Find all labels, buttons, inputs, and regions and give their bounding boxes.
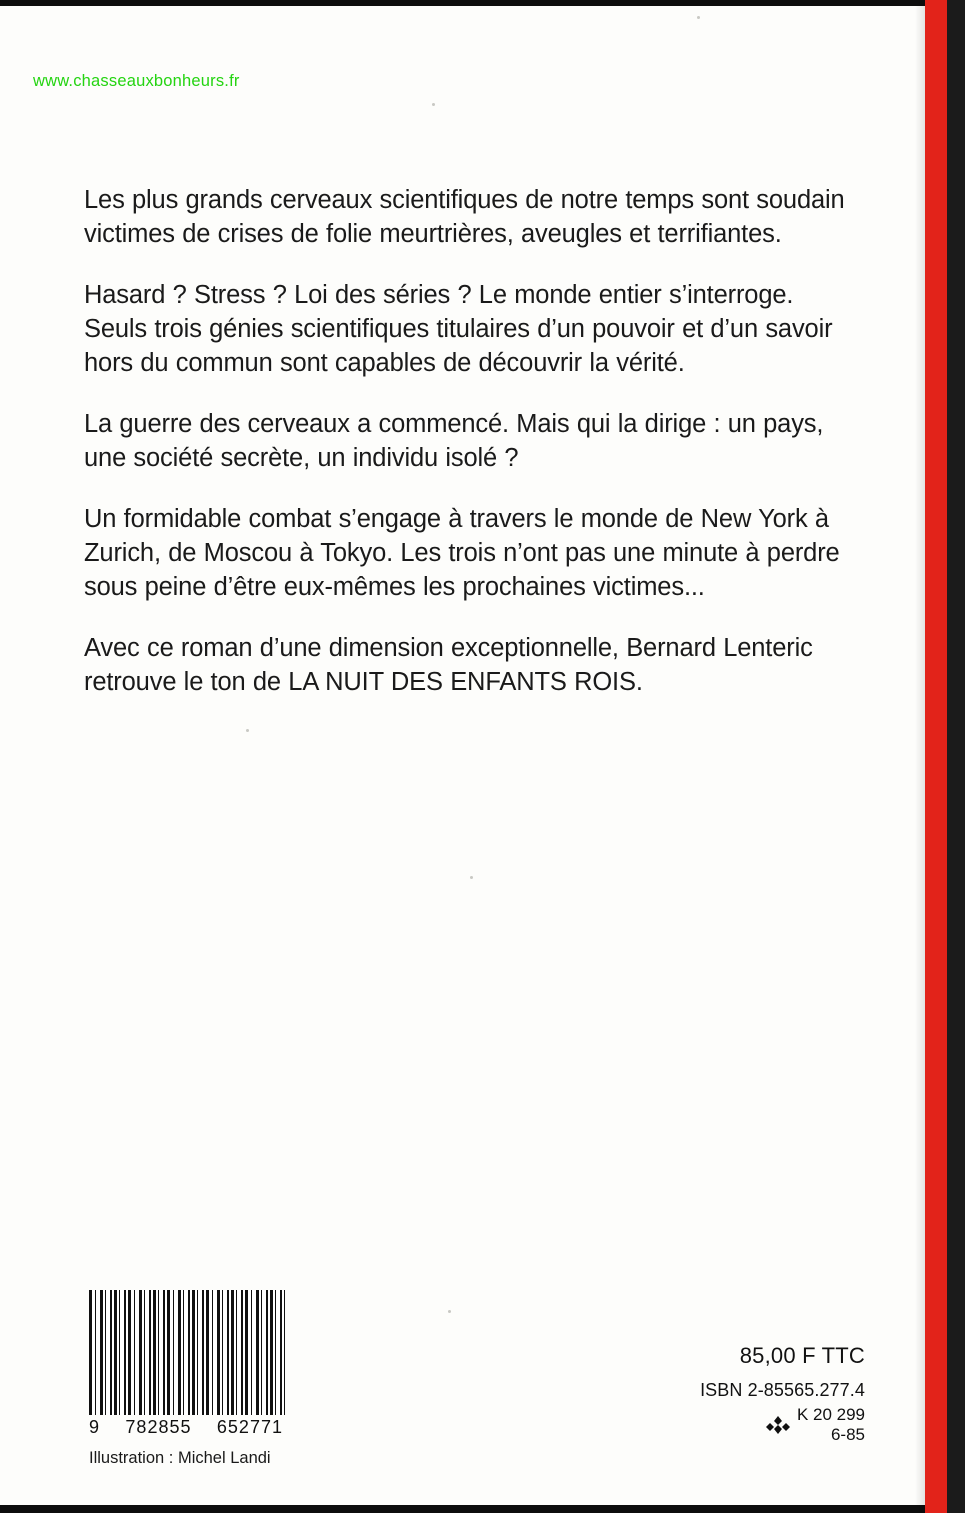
publisher-codes	[797, 1405, 865, 1445]
publisher-row	[700, 1405, 865, 1445]
top-edge-band	[0, 0, 965, 6]
watermark-url: www.chasseauxbonheurs.fr	[33, 72, 240, 90]
barcode-digits	[89, 1417, 285, 1438]
spine-red-band	[925, 0, 947, 1513]
back-cover-blurb	[84, 183, 852, 699]
paper-speck	[246, 729, 249, 732]
barcode-digit-left: 9	[89, 1417, 101, 1437]
paper-speck	[448, 1310, 451, 1313]
blurb-paragraph-2: Hasard ? Stress ? Loi des séries ? Le monde entier s’interroge. Seuls trois génies scientifiques titulaires d’un pouvoir et d’un savoir hors du commun sont capables de découvrir la vérité.	[84, 281, 833, 377]
imprint-block	[700, 1343, 865, 1445]
barcode-block	[89, 1290, 285, 1468]
barcode-icon	[89, 1290, 285, 1415]
barcode-digits-main: 782855	[125, 1417, 192, 1437]
isbn-label: ISBN 2-85565.277.4	[700, 1380, 865, 1400]
paper-speck	[470, 876, 473, 879]
paper-speck	[432, 103, 435, 106]
barcode-digits-right: 652771	[216, 1417, 283, 1437]
blurb-paragraph-5: Avec ce roman d’une dimension exceptionnelle, Bernard Lenteric retrouve le ton de LA NUIT DES ENFANTS ROIS.	[84, 634, 813, 696]
price-label: 85,00 F TTC	[739, 1343, 865, 1368]
publisher-code-line-2: 6-85	[830, 1425, 865, 1444]
illustration-credit: Illustration : Michel Landi	[89, 1449, 271, 1467]
blurb-paragraph-4: Un formidable combat s’engage à travers le monde de New York à Zurich, de Moscou à Tokyo. Les trois n’ont pas une minute à perdre sous peine d’être eux-mêmes les prochaines victimes...	[84, 505, 840, 601]
spine-dark-edge	[947, 0, 965, 1513]
blurb-paragraph-3: La guerre des cerveaux a commencé. Mais qui la dirige : un pays, une société secrète, un individu isolé ?	[84, 410, 824, 472]
publisher-logo-icon	[765, 1414, 791, 1436]
paper-speck	[697, 16, 700, 19]
blurb-paragraph-1: Les plus grands cerveaux scientifiques de notre temps sont soudain victimes de crises de folie meurtrières, aveugles et terrifiantes.	[84, 186, 845, 248]
spine-shadow	[915, 0, 925, 1513]
publisher-code-line-1: K 20 299	[796, 1405, 865, 1424]
bottom-edge-band	[0, 1505, 965, 1513]
